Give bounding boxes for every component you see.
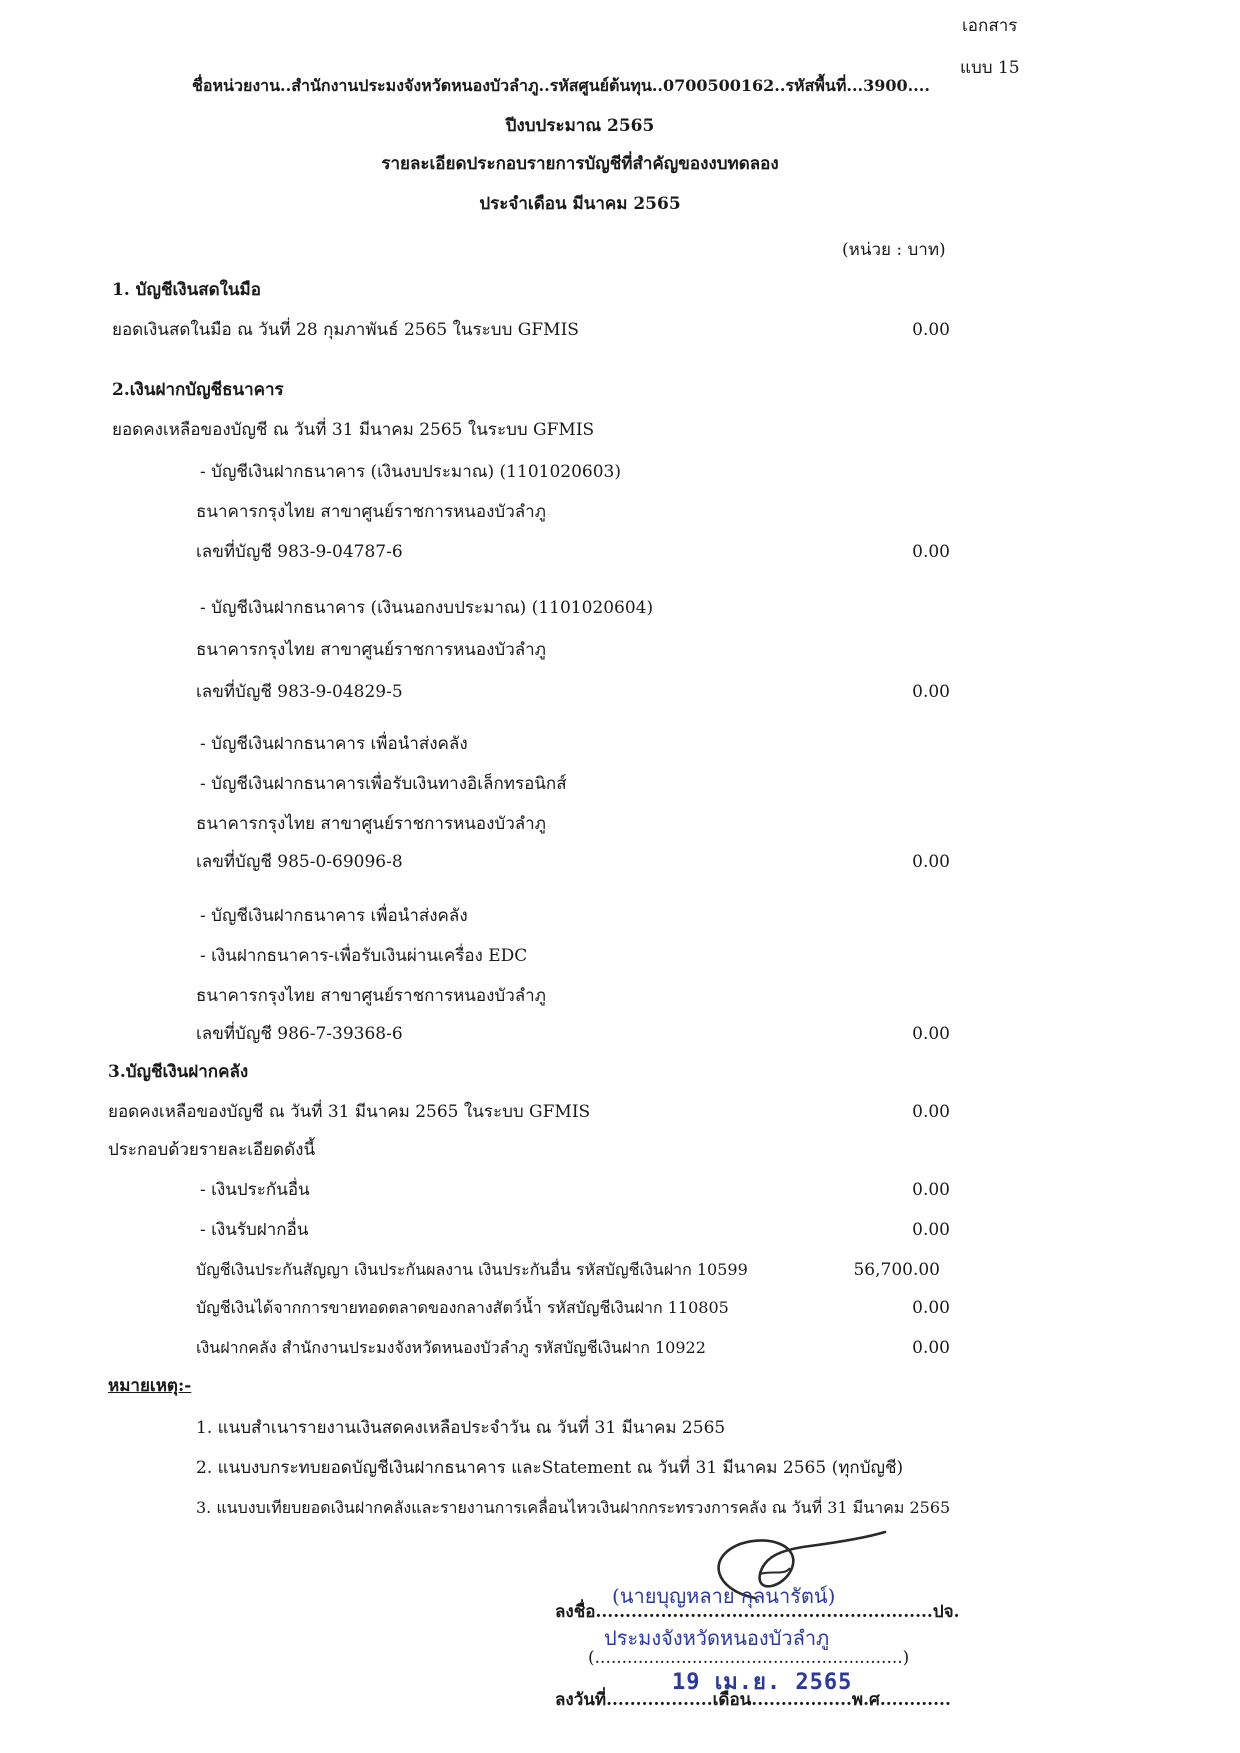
treasury-balance-line: ยอดคงเหลือของบัญชี ณ วันที่ 31 มีนาคม 2565 ในระบบ GFMIS: [108, 1102, 591, 1122]
treasury-balance-amount: 0.00: [912, 1102, 950, 1122]
signer-name: (นายบุญหลาย กุลนารัตน์): [612, 1584, 836, 1608]
treasury-item-label: บัญชีเงินประกันสัญญา เงินประกันผลงาน เงินประกันอื่น รหัสบัญชีเงินฝาก 10599: [196, 1260, 748, 1279]
bank-account-2-bank: ธนาคารกรุงไทย สาขาศูนย์ราชการหนองบัวลำภู: [196, 640, 546, 660]
bank-account-4-amount: 0.00: [912, 1024, 950, 1044]
treasury-item-label: เงินฝากคลัง สำนักงานประมงจังหวัดหนองบัวลำภู รหัสบัญชีเงินฝาก 10922: [196, 1338, 706, 1357]
treasury-item-amount: 0.00: [912, 1220, 950, 1240]
section-3-heading: 3.บัญชีเงินฝากคลัง: [108, 1062, 249, 1082]
signer-position: ประมงจังหวัดหนองบัวลำภู: [604, 1626, 830, 1650]
bank-account-3-amount: 0.00: [912, 852, 950, 872]
treasury-item-amount: 0.00: [912, 1298, 950, 1318]
report-month: ประจำเดือน มีนาคม 2565: [479, 194, 681, 214]
sign-line: ลงชื่อ.........................................................ปจ.: [555, 1602, 960, 1622]
date-stamp: 19 เม.ย. 2565: [672, 1670, 853, 1695]
treasury-item-amount: 0.00: [912, 1338, 950, 1358]
treasury-item-label: - เงินรับฝากอื่น: [200, 1220, 309, 1240]
document-label: เอกสาร: [962, 16, 1018, 36]
section-1-heading: 1. บัญชีเงินสดในมือ: [112, 280, 261, 300]
remark-item: 3. แนบงบเทียบยอดเงินฝากคลังและรายงานการเคลื่อนไหวเงินฝากกระทรวงการคลัง ณ วันที่ 31 มีนาคม 2565: [196, 1498, 951, 1517]
treasury-item-label: บัญชีเงินได้จากการขายทอดตลาดของกลางสัตว์น้ำ รหัสบัญชีเงินฝาก 110805: [196, 1298, 729, 1317]
bank-account-2-name: - บัญชีเงินฝากธนาคาร (เงินนอกงบประมาณ) (1101020604): [200, 598, 654, 618]
bank-account-3-bank: ธนาคารกรุงไทย สาขาศูนย์ราชการหนองบัวลำภู: [196, 814, 546, 834]
bank-account-3-sub: - บัญชีเงินฝากธนาคารเพื่อรับเงินทางอิเล็กทรอนิกส์: [200, 774, 567, 794]
report-title: รายละเอียดประกอบรายการบัญชีที่สำคัญของงบทดลอง: [381, 154, 779, 174]
treasury-detail-intro: ประกอบด้วยรายละเอียดดังนี้: [108, 1140, 316, 1160]
treasury-item-label: - เงินประกันอื่น: [200, 1180, 310, 1200]
date-line: ลงวันที่..................เดือน.................พ.ศ............: [555, 1690, 951, 1710]
bank-account-3-name: - บัญชีเงินฝากธนาคาร เพื่อนำส่งคลัง: [200, 734, 468, 754]
cash-on-hand-line: ยอดเงินสดในมือ ณ วันที่ 28 กุมภาพันธ์ 2565 ในระบบ GFMIS: [112, 320, 579, 340]
section-2-heading: 2.เงินฝากบัญชีธนาคาร: [112, 380, 284, 400]
bank-account-4-name: - บัญชีเงินฝากธนาคาร เพื่อนำส่งคลัง: [200, 906, 468, 926]
form-number: แบบ 15: [960, 58, 1020, 78]
bank-balance-line: ยอดคงเหลือของบัญชี ณ วันที่ 31 มีนาคม 2565 ในระบบ GFMIS: [112, 420, 595, 440]
bank-account-4-bank: ธนาคารกรุงไทย สาขาศูนย์ราชการหนองบัวลำภู: [196, 986, 546, 1006]
fiscal-year: ปีงบประมาณ 2565: [505, 116, 655, 136]
treasury-item-amount: 0.00: [912, 1180, 950, 1200]
signer-paren-line: (.........................................................): [588, 1648, 910, 1668]
bank-account-1-number: เลขที่บัญชี 983-9-04787-6: [196, 542, 403, 562]
bank-account-2-number: เลขที่บัญชี 983-9-04829-5: [196, 682, 403, 702]
remark-item: 1. แนบสำเนารายงานเงินสดคงเหลือประจำวัน ณ วันที่ 31 มีนาคม 2565: [196, 1418, 726, 1438]
remarks-heading: หมายเหตุ:-: [108, 1376, 192, 1396]
agency-line: ชื่อหน่วยงาน..สำนักงานประมงจังหวัดหนองบัวลำภู..รหัสศูนย์ต้นทุน..0700500162..รหัสพื้นที่...3900....: [192, 76, 930, 95]
cash-on-hand-amount: 0.00: [912, 320, 950, 340]
bank-account-1-bank: ธนาคารกรุงไทย สาขาศูนย์ราชการหนองบัวลำภู: [196, 502, 546, 522]
bank-account-3-number: เลขที่บัญชี 985-0-69096-8: [196, 852, 403, 872]
remark-item: 2. แนบงบกระทบยอดบัญชีเงินฝากธนาคาร และStatement ณ วันที่ 31 มีนาคม 2565 (ทุกบัญชี): [196, 1458, 904, 1478]
bank-account-1-amount: 0.00: [912, 542, 950, 562]
bank-account-2-amount: 0.00: [912, 682, 950, 702]
unit-label: (หน่วย : บาท): [842, 240, 946, 260]
bank-account-4-number: เลขที่บัญชี 986-7-39368-6: [196, 1024, 403, 1044]
bank-account-1-name: - บัญชีเงินฝากธนาคาร (เงินงบประมาณ) (1101020603): [200, 462, 621, 482]
treasury-item-amount: 56,700.00: [853, 1260, 940, 1280]
bank-account-4-sub: - เงินฝากธนาคาร-เพื่อรับเงินผ่านเครื่อง EDC: [200, 946, 528, 966]
